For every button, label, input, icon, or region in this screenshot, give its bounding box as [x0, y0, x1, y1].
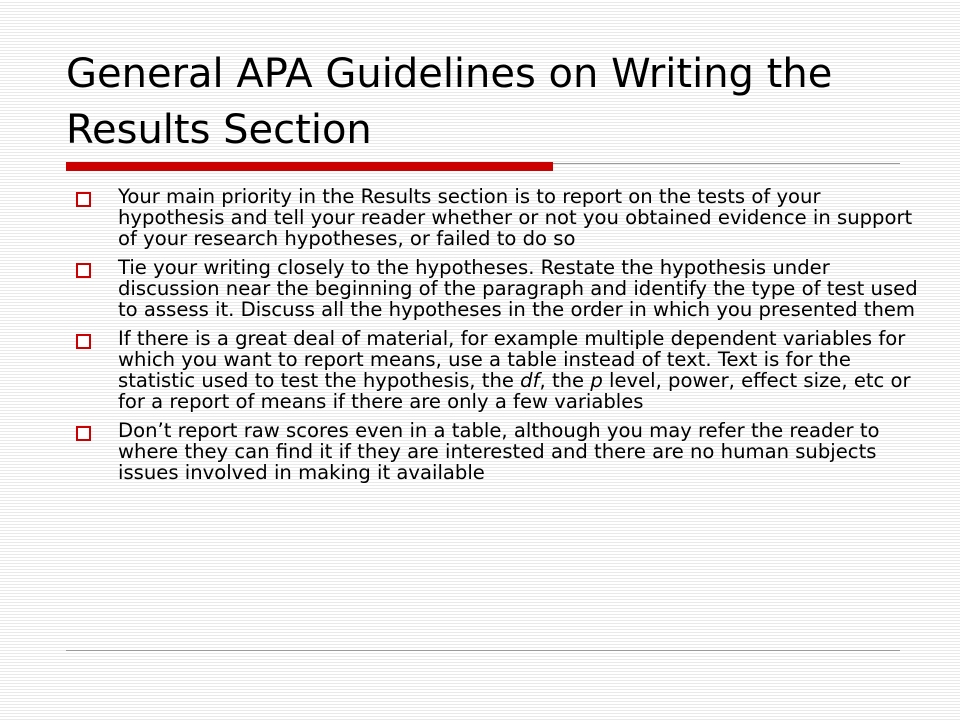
italic-df-term: df [520, 369, 540, 392]
bullet-item [72, 328, 930, 412]
hollow-square-bullet-icon [76, 192, 91, 207]
bullet-text: Don’t report raw scores even in a table, although you may refer the reader to where they can find it if they are interested and there are no human subjects issues involved in making it available [118, 419, 880, 484]
bullet-text [118, 327, 911, 413]
hollow-square-bullet-icon [76, 334, 91, 349]
bullet-item [72, 186, 930, 249]
bullet-text-segment: If there is a great deal of material, for example multiple dependent variables for which you want to report means, use a table instead of text. Text is for the statistic used to test the hypothesis, the [118, 327, 906, 392]
bullet-text: Tie your writing closely to the hypotheses. Restate the hypothesis under discussion near the beginning of the paragraph and identify the type of test used to assess it. Discuss all the hypotheses in the order in which you presented them [118, 256, 918, 321]
title-accent-bar [66, 162, 553, 171]
hollow-square-bullet-icon [76, 426, 91, 441]
bullet-text-segment: level, power, effect size, etc or for a report of means if there are only a few variables [118, 369, 911, 413]
bullet-text: Your main priority in the Results section is to report on the tests of your hypothesis and tell your reader whether or not you obtained evidence in support of your research hypotheses, or failed to do so [118, 185, 913, 250]
slide-title: General APA Guidelines on Writing the Results Section [66, 51, 833, 153]
bullet-item [72, 257, 930, 320]
hollow-square-bullet-icon [76, 263, 91, 278]
bullet-list [72, 186, 930, 491]
footer-divider-line [66, 650, 900, 651]
italic-p-term: p [590, 369, 603, 392]
bullet-text-segment: , the [539, 369, 591, 392]
bullet-item [72, 420, 930, 483]
